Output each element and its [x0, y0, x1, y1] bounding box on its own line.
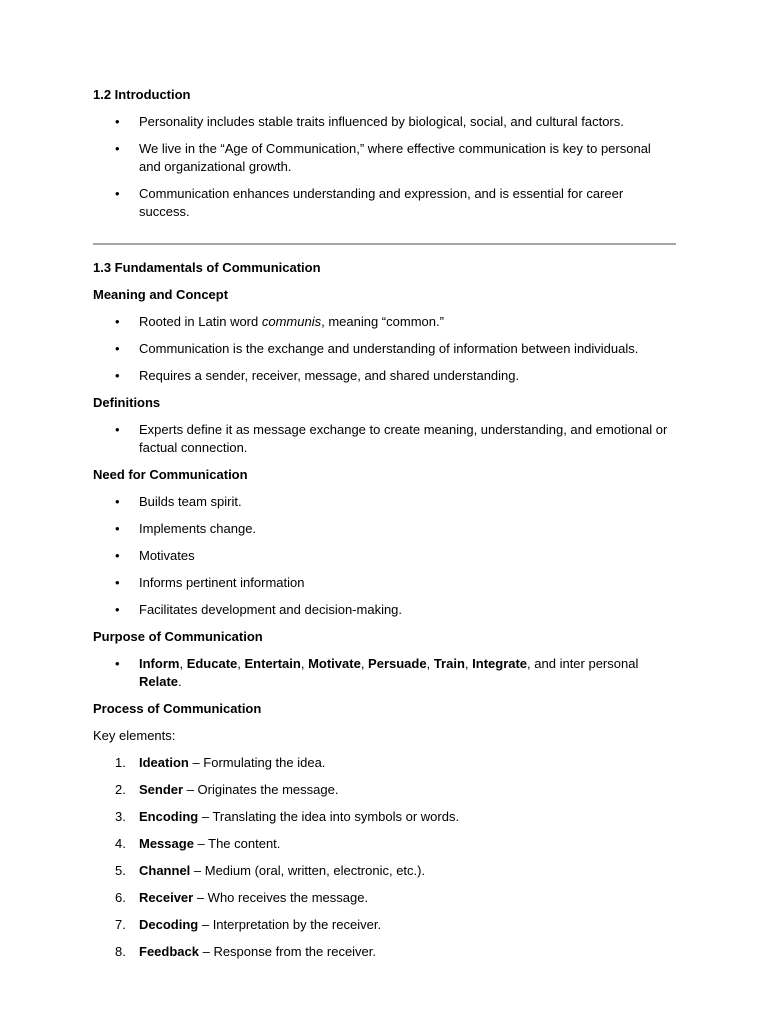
purpose-term: Entertain	[244, 656, 301, 671]
meaning-bullet-list	[93, 313, 676, 385]
need-bullet-list	[93, 493, 676, 619]
step-description: – The content.	[193, 836, 281, 851]
list-item	[93, 943, 676, 961]
list-item	[93, 808, 676, 826]
subheading-meaning-and-concept: Meaning and Concept	[93, 287, 229, 302]
list-item	[93, 421, 676, 457]
subheading-need-for-communication: Need for Communication	[93, 467, 248, 482]
list-item-text: Requires a sender, receiver, message, and shared understanding.	[139, 368, 520, 383]
latin-term: communis	[261, 314, 322, 329]
list-item	[93, 574, 676, 592]
list-item	[93, 520, 676, 538]
list-item-text: Communication is the exchange and understanding of information between individuals.	[139, 341, 639, 356]
list-item	[93, 754, 676, 772]
separator: ,	[179, 656, 187, 671]
separator: ,	[300, 656, 309, 671]
list-number: 2.	[115, 782, 126, 797]
subheading-process-of-communication: Process of Communication	[93, 701, 262, 716]
list-item	[93, 547, 676, 565]
horizontal-rule	[93, 243, 676, 245]
connector-text: , and inter personal	[527, 656, 639, 671]
step-term: Sender	[139, 782, 184, 797]
text-run: , meaning “common.”	[321, 314, 444, 329]
list-item	[93, 113, 676, 131]
list-item-text: Informs pertinent information	[139, 575, 305, 590]
list-number: 8.	[115, 944, 126, 959]
list-item	[93, 340, 676, 358]
bullet-icon: •	[115, 141, 120, 156]
step-description: – Medium (oral, written, electronic, etc.).	[190, 863, 426, 878]
bullet-icon: •	[115, 656, 120, 671]
list-item	[93, 862, 676, 880]
purpose-term: Inform	[139, 656, 180, 671]
step-description: – Translating the idea into symbols or words.	[198, 809, 460, 824]
introduction-bullet-list	[93, 113, 676, 221]
bullet-icon: •	[115, 341, 120, 356]
subheading-purpose-of-communication: Purpose of Communication	[93, 629, 263, 644]
list-item-text: Implements change.	[139, 521, 257, 536]
list-item-text: Facilitates development and decision-making.	[139, 602, 403, 617]
bullet-icon: •	[115, 548, 120, 563]
bullet-icon: •	[115, 575, 120, 590]
list-item	[93, 367, 676, 385]
list-number: 1.	[115, 755, 126, 770]
list-item-text: Experts define it as message exchange to create meaning, understanding, and emotional or factual connection.	[139, 422, 668, 455]
step-term: Encoding	[139, 809, 199, 824]
step-description: – Who receives the message.	[193, 890, 369, 905]
list-item	[93, 655, 676, 691]
list-number: 7.	[115, 917, 126, 932]
list-number: 6.	[115, 890, 126, 905]
list-item	[93, 835, 676, 853]
list-number: 3.	[115, 809, 126, 824]
separator: ,	[426, 656, 434, 671]
bullet-icon: •	[115, 494, 120, 509]
step-term: Receiver	[139, 890, 194, 905]
purpose-term: Train	[433, 656, 465, 671]
section-heading-fundamentals: 1.3 Fundamentals of Communication	[93, 260, 321, 275]
step-description: – Originates the message.	[183, 782, 339, 797]
definitions-bullet-list	[93, 421, 676, 457]
document-content	[93, 86, 676, 970]
purpose-term: Integrate	[472, 656, 528, 671]
step-term: Channel	[139, 863, 191, 878]
bullet-icon: •	[115, 186, 120, 201]
list-item-text: Motivates	[139, 548, 195, 563]
text-run: Rooted in Latin word	[139, 314, 262, 329]
purpose-term: Motivate	[308, 656, 361, 671]
purpose-term: Relate	[139, 674, 179, 689]
text-run: .	[178, 674, 182, 689]
process-intro-text: Key elements:	[93, 728, 176, 743]
step-description: – Response from the receiver.	[198, 944, 377, 959]
list-number: 5.	[115, 863, 126, 878]
list-item-text	[139, 314, 444, 329]
list-item-text	[139, 656, 638, 689]
list-item	[93, 889, 676, 907]
step-term: Feedback	[139, 944, 199, 959]
list-item-text: Builds team spirit.	[139, 494, 242, 509]
step-term: Decoding	[139, 917, 199, 932]
list-item-text: Personality includes stable traits influenced by biological, social, and cultural factors.	[139, 114, 624, 129]
step-description: – Interpretation by the receiver.	[198, 917, 382, 932]
purpose-term: Educate	[186, 656, 238, 671]
list-item-text: We live in the “Age of Communication,” where effective communication is key to personal and organizational growth.	[139, 141, 651, 174]
list-item	[93, 140, 676, 176]
bullet-icon: •	[115, 422, 120, 437]
list-item-text: Communication enhances understanding and expression, and is essential for career success.	[139, 186, 624, 219]
bullet-icon: •	[115, 114, 120, 129]
subheading-definitions: Definitions	[93, 395, 161, 410]
purpose-term: Persuade	[368, 656, 427, 671]
step-description: – Formulating the idea.	[188, 755, 326, 770]
step-term: Ideation	[139, 755, 189, 770]
bullet-icon: •	[115, 602, 120, 617]
separator: ,	[360, 656, 369, 671]
list-item	[93, 313, 676, 331]
separator: ,	[237, 656, 245, 671]
bullet-icon: •	[115, 314, 120, 329]
list-item	[93, 185, 676, 221]
list-item	[93, 493, 676, 511]
separator: ,	[464, 656, 473, 671]
list-item	[93, 916, 676, 934]
bullet-icon: •	[115, 368, 120, 383]
purpose-bullet-list	[93, 655, 676, 691]
list-item	[93, 601, 676, 619]
bullet-icon: •	[115, 521, 120, 536]
process-numbered-list	[93, 754, 676, 961]
step-term: Message	[139, 836, 194, 851]
list-number: 4.	[115, 836, 126, 851]
section-heading-introduction: 1.2 Introduction	[93, 87, 191, 102]
list-item	[93, 781, 676, 799]
